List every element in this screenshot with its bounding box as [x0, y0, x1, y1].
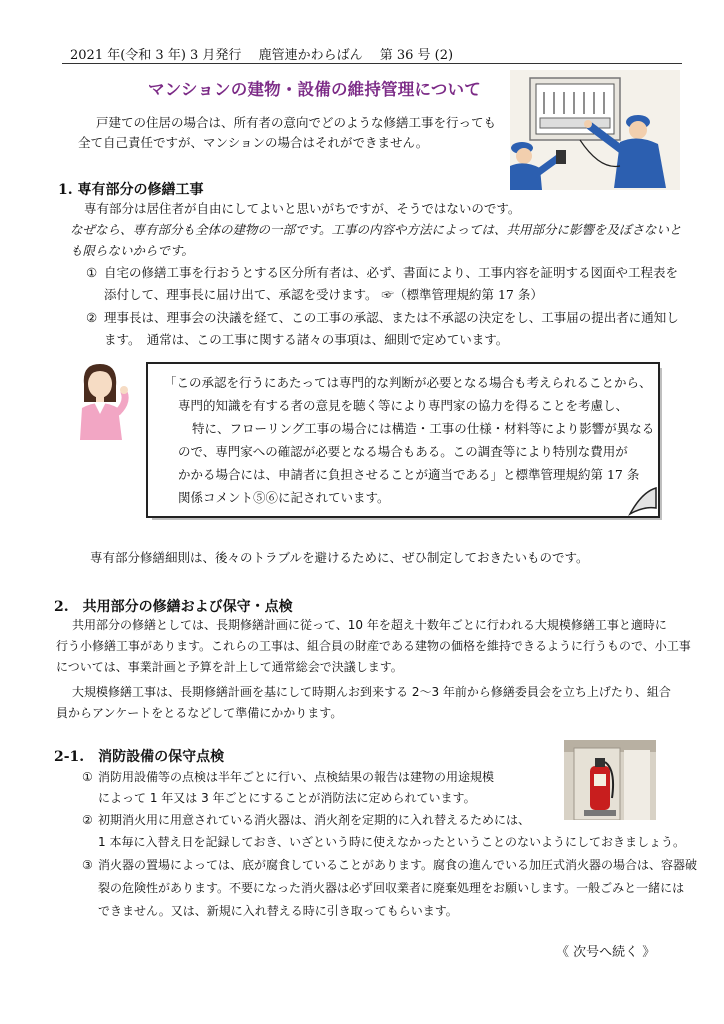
quote-line-6: 関係コメント⑤⑥に記されています。 [178, 490, 390, 505]
section-2-line-4: 大規模修繕工事は、長期修繕計画を基にして時期んお到来する 2～3 年前から修繕委員会を立ち上げたり、組合 [72, 685, 671, 699]
section-2-1-heading: 2-1. 消防設備の保守点検 [54, 749, 225, 765]
quote-line-3: 特に、フローリング工事の場合には構造・工事の仕様・材料等により影響が異なる [192, 421, 655, 436]
newsletter-header: 2021 年(令和 3 年) 3 月発行 鹿管連かわらばん 第 36 号 (2) [70, 48, 454, 63]
fire-item-1-line-b: によって 1 年又は 3 年ごとにすることが消防法に定められています。 [98, 791, 476, 805]
fire-item-3-line-b: 裂の危険性があります。不要になった消火器は必ず回収業者に廃棄処理をお願いします。一般ごみと一緒には [98, 881, 685, 895]
continued-next-issue: 《 次号へ続く 》 [556, 945, 656, 960]
intro-line-1: 戸建ての住居の場合は、所有者の意向でどのような修繕工事を行っても [96, 115, 497, 130]
quote-line-5: かかる場合には、申請者に負担させることが適当である」と標準管理規約第 17 条 [178, 467, 640, 482]
fire-item-3-line-c: できません。又は、新規に入れ替える時に引き取ってもらいます。 [98, 904, 458, 918]
quote-line-4: ので、専門家への確認が必要となる場合もある。この調査等により特別な費用が [178, 444, 628, 459]
woman-illustration [66, 362, 134, 440]
item-1-line-b: 添付して、理事長に届け出て、承認を受けます。 ☞（標準管理規約第 17 条） [104, 287, 543, 302]
fire-extinguisher-photo [564, 740, 656, 820]
item-2-line-b: ます。 通常は、この工事に関する諸々の事項は、細則で定めています。 [104, 332, 509, 347]
section-1-para-1: 専有部分は居住者が自由にしてよいと思いがちですが、そうではないのです。 [84, 201, 521, 216]
page-curl-icon [622, 486, 658, 516]
section-1-heading: 1. 専有部分の修繕工事 [58, 182, 204, 198]
fire-extinguisher-icon [564, 740, 656, 820]
fire-item-1-number: ① [82, 770, 93, 784]
fire-item-2-number: ② [82, 813, 93, 827]
item-2-line-a: 理事長は、理事会の決議を経て、この工事の承認、または不承認の決定をし、工事届の提出者に通知し [104, 310, 679, 325]
section-1-para-2a: なぜなら、専有部分も全体の建物の一部です。工事の内容や方法によっては、共用部分に影響を及ぼさないと [70, 222, 682, 237]
fire-item-2-line-a: 初期消火用に用意されている消火器は、消火剤を定期的に入れ替えるためには、 [98, 813, 531, 827]
section-1-para-2b: も限らないからです。 [70, 243, 194, 258]
header-divider [62, 63, 682, 64]
fire-item-2-line-b: 1 本毎に入替え日を記録しておき、いざという時に使えなかったということのないようにしておきましょう。 [98, 835, 685, 849]
after-quote-text: 専有部分修繕細則は、後々のトラブルを避けるために、ぜひ制定しておきたいものです。 [90, 550, 589, 565]
section-2-line-5: 員からアンケートをとるなどして準備にかかります。 [56, 706, 343, 720]
section-2-line-2: 行う小修繕工事があります。これらの工事は、組合員の財産である建物の価格を維持できるように行うもので、小工事 [56, 639, 691, 653]
fire-item-3-line-a: 消火器の置場によっては、底が腐食していることがあります。腐食の進んでいる加圧式消火器の場合は、容器破 [98, 858, 698, 872]
item-1-line-a: 自宅の修繕工事を行おうとする区分所有者は、必ず、書面により、工事内容を証明する図面や工程表を [104, 265, 679, 280]
person-icon [66, 362, 134, 440]
item-2-number: ② [86, 310, 98, 325]
fire-item-3-number: ③ [82, 858, 93, 872]
item-1-number: ① [86, 265, 98, 280]
quote-line-1: 「この承認を行うにあたっては専門的な判断が必要となる場合も考えられることから、 [164, 375, 652, 390]
section-2-line-1: 共用部分の修繕としては、長期修繕計画に従って、10 年を超え十数年ごとに行われる大規模修繕工事と適時に [72, 618, 667, 632]
fire-item-1-line-a: 消防用設備等の点検は半年ごとに行い、点検結果の報告は建物の用途規模 [98, 770, 495, 784]
section-2-heading: 2. 共用部分の修繕および保守・点検 [54, 599, 293, 615]
quote-line-2: 専門的知識を有する者の意見を聴く等により専門家の協力を得ることを考慮し、 [178, 398, 629, 413]
workers-illustration [510, 70, 680, 190]
section-2-line-3: については、事業計画と予算を計上して通常総会で決議します。 [56, 660, 403, 674]
electrician-icon [510, 70, 680, 190]
intro-line-2: 全て自己責任ですが、マンションの場合はそれができません。 [78, 135, 429, 150]
page-title: マンションの建物・設備の維持管理について [148, 80, 481, 99]
